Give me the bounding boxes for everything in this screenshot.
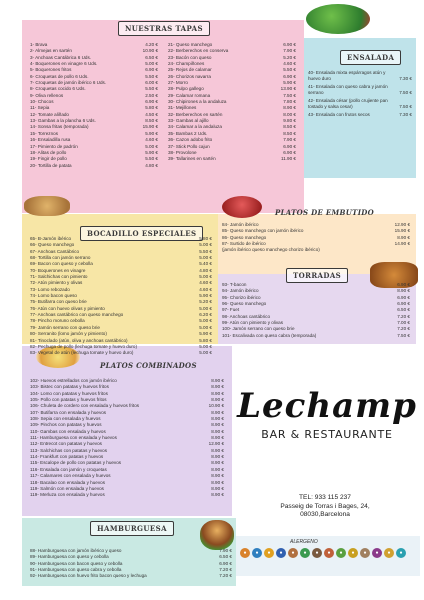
menu-item bbox=[30, 492, 224, 498]
allergen-title: ALERGENO bbox=[290, 539, 318, 545]
menu-item-name: 99- Atún con pimiento y olivas bbox=[222, 320, 284, 326]
nuts-icon: ● bbox=[324, 548, 334, 558]
menu-item-price: 5.00 € bbox=[199, 318, 212, 324]
menu-item-name: 101- Escalivada con queso cabra (temporada) bbox=[222, 332, 317, 338]
menu-item-price: 8.90 € bbox=[211, 390, 224, 396]
menu-item-name: 31- Mejillones bbox=[168, 105, 197, 111]
menu-item-price: 5.90 € bbox=[145, 149, 158, 155]
menu-item-price: 7.50 € bbox=[399, 104, 412, 109]
menu-item-name: 94- Jamón ibérico bbox=[222, 288, 259, 294]
menu-item-name: 74- Lomo bacon queso bbox=[30, 293, 77, 299]
menu-item-name: 78- Pincho moruno cebolla bbox=[30, 318, 85, 324]
torradas-list bbox=[222, 282, 410, 339]
tapas-title: NUESTRAS TAPAS bbox=[118, 21, 210, 36]
menu-item-price: 13.90 € bbox=[280, 86, 296, 92]
menu-item-name: 103- Bistec con patatas y huevos fritos bbox=[30, 384, 109, 390]
menu-item-name: 95- Chorizo ibérico bbox=[222, 294, 261, 300]
menu-item-name: 102- Huevos estrellados con jamón ibérico bbox=[30, 378, 117, 383]
menu-item-price: 5.00 € bbox=[199, 324, 212, 330]
ham-image bbox=[222, 196, 262, 218]
menu-item-price: 7.90 € bbox=[219, 548, 232, 553]
menu-item-name: 112- Entrecot con patatas y huevos bbox=[30, 441, 102, 447]
menu-item-name: 72- Atún pimiento y olivas bbox=[30, 280, 83, 286]
menu-item-name: 1- Brava bbox=[30, 42, 48, 47]
menu-item-name: 19- Fingir de pollo bbox=[30, 156, 67, 162]
combinados-title: PLATOS COMBINADOS bbox=[100, 361, 197, 370]
mollusc-icon: ● bbox=[396, 548, 406, 558]
menu-item-name: 90- Hamburguesa con bacon queso y cebolla bbox=[30, 560, 123, 566]
menu-item-name: 81- Tinoclado (atún, oliva y anchoas cantábrico) bbox=[30, 337, 128, 343]
menu-item-price: 5.00 € bbox=[199, 305, 212, 311]
menu-item-name: 7- Croquetas de jamón ibérico 6 Uds. bbox=[30, 80, 107, 86]
menu-item-name: 107- Butifarra con ensalada y huevos bbox=[30, 409, 107, 415]
menu-item-price: 8.90 € bbox=[211, 397, 224, 403]
menu-item-name: 43- Ensalada con frutos secos bbox=[308, 112, 370, 117]
menu-item-price: 7.00 € bbox=[397, 320, 410, 326]
menu-item-price: 10.90 € bbox=[142, 48, 158, 54]
menu-item-price: 4.20 € bbox=[145, 42, 158, 47]
menu-item-name: 73- Lomo rebozado bbox=[30, 286, 70, 292]
menu-item-price: 11.90 € bbox=[281, 156, 296, 162]
menu-item-name: 118- Bacalao con ensalada y huevos bbox=[30, 479, 105, 485]
menu-item-price: 7.20 € bbox=[397, 326, 410, 332]
menu-item-price: 7.20 € bbox=[397, 313, 410, 319]
menu-item-price: 5.90 € bbox=[145, 130, 158, 136]
menu-item-price: 10.90 € bbox=[208, 403, 224, 409]
menu-item-price: 8.90 € bbox=[211, 479, 224, 485]
menu-item-price: 5.90 € bbox=[283, 80, 296, 86]
menu-item-name: 100- Jamón serrano con queso brie bbox=[222, 326, 295, 332]
menu-item-price: 8.90 € bbox=[211, 447, 224, 453]
menu-item-name: 42- Ensalada césar (pollo crujiente pan tostado y salsa cesar) bbox=[308, 98, 388, 109]
menu-item bbox=[30, 573, 232, 579]
embutido-title: PLATOS DE EMBUTIDO bbox=[275, 208, 375, 217]
menu-item-price: 6.90 € bbox=[397, 294, 410, 300]
menu-item-name: 28- Pulpo gallego bbox=[168, 86, 204, 92]
menu-item-price: 4.60 € bbox=[199, 280, 212, 286]
menu-item-price: 7.90 € bbox=[283, 48, 296, 54]
menu-item-price: 7.80 € bbox=[283, 99, 296, 105]
menu-item-price: 4.80 € bbox=[199, 267, 212, 273]
menu-item-price: 15.90 € bbox=[142, 124, 158, 130]
menu-item-name: 104- Lomo con patatas y huevos fritos bbox=[30, 390, 108, 396]
menu-item-name: 111- Hamburguesa con ensalada y huevos bbox=[30, 435, 117, 441]
menu-item-price: 6.90 € bbox=[219, 560, 232, 566]
menu-item-price: 5.00 € bbox=[199, 242, 212, 248]
menu-item bbox=[30, 350, 212, 356]
menu-item-name: 17- Pimiento de padrón bbox=[30, 143, 78, 149]
menu-item-name: 87- Surtido de ibérico bbox=[222, 241, 266, 247]
menu-item-name: 16- Ensaladilla rusa bbox=[30, 137, 71, 143]
crustacean-icon: ● bbox=[252, 548, 262, 558]
menu-item-name: 88- Hamburguesa con jamón ibérico y queso bbox=[30, 548, 122, 553]
menu-item bbox=[308, 112, 412, 118]
menu-item-name: 97- Fuet bbox=[222, 307, 240, 313]
menu-item-price: 5.00 € bbox=[199, 274, 212, 280]
menu-item-price: 6.90 € bbox=[397, 301, 410, 307]
menu-item-price: 8.90 € bbox=[211, 384, 224, 390]
menu-item-price: 7.50 € bbox=[399, 90, 412, 95]
burger-image bbox=[200, 520, 234, 550]
menu-item-price: 6.90 € bbox=[283, 73, 296, 79]
menu-item-price: 7.50 € bbox=[283, 92, 296, 98]
menu-item-price: 7.30 € bbox=[399, 112, 412, 117]
menu-item-price: 7.20 € bbox=[219, 567, 232, 573]
menu-item-price: 6.50 € bbox=[397, 307, 410, 313]
menu-item-price: 6.00 € bbox=[145, 80, 158, 86]
menu-item-name: 13- Gambas a la plancha 6 Uds. bbox=[30, 118, 96, 124]
egg-icon: ● bbox=[264, 548, 274, 558]
menu-item-name: 84- Jamón ibérico bbox=[222, 222, 259, 227]
fish-icon: ● bbox=[276, 548, 286, 558]
menu-item-price: 6.90 € bbox=[283, 42, 296, 47]
menu-item-name: 3- Anchoas Cantábrica 6 Uds. bbox=[30, 54, 92, 60]
menu-item-name: 29- Calamar romana bbox=[168, 92, 211, 98]
menu-item-price: 5.00 € bbox=[199, 350, 212, 356]
brand-block bbox=[232, 386, 422, 441]
menu-item-price: 8.50 € bbox=[283, 124, 296, 130]
menu-item-name: 37- Stick Pollo cajun bbox=[168, 143, 210, 149]
peanut-icon: ● bbox=[288, 548, 298, 558]
menu-item-name: 9- Oliva rellenos bbox=[30, 92, 64, 98]
menu-item-name: 6- Croquetas de pollo 6 Uds. bbox=[30, 73, 89, 79]
menu-item-price: 8.90 € bbox=[211, 473, 224, 479]
menu-item-price: 2.50 € bbox=[145, 92, 158, 98]
menu-item-price: 4.50 € bbox=[145, 111, 158, 117]
menu-item-price: 4.60 € bbox=[145, 137, 158, 143]
menu-item-price: 8.90 € bbox=[211, 416, 224, 422]
menu-item-name: 117- Calamares con ensalada y huevos bbox=[30, 473, 111, 479]
menu-item-name: 41- Ensalada con queso cabra y jamón serrano bbox=[308, 84, 388, 95]
menu-item-price: 5.20 € bbox=[199, 299, 212, 305]
menu-item-name: 18- Alitas de pollo bbox=[30, 149, 67, 155]
celery-icon: ● bbox=[336, 548, 346, 558]
menu-item-price: 12.90 € bbox=[394, 222, 410, 227]
menu-item-name: 30- Chipirones a la andaluza bbox=[168, 99, 227, 105]
hamburguesa-list bbox=[30, 548, 232, 580]
menu-item-price: 7.50 € bbox=[397, 332, 410, 338]
menu-item-name: 92- Hamburguesa con huevo frito bacon queso y lechuga bbox=[30, 573, 147, 579]
menu-item-name: 27- Morro bbox=[168, 80, 188, 86]
menu-item bbox=[308, 70, 412, 82]
menu-item-name: 93- T-bacon bbox=[222, 282, 247, 287]
menu-item-price: 6.50 € bbox=[145, 54, 158, 60]
menu-item-name: 8- Croquetas cocido 6 Uds. bbox=[30, 86, 86, 92]
menu-item-name: 21- Queso manchego bbox=[168, 42, 213, 47]
menu-item-price: 4.80 € bbox=[145, 162, 158, 168]
menu-item-name: 36- Cazon adobo frito bbox=[168, 137, 213, 143]
menu-item-name: 20- Tortilla de patata bbox=[30, 162, 72, 168]
menu-item-price: 6.90 € bbox=[145, 99, 158, 105]
menu-item-name: 113- Salchichas con patatas y huevos bbox=[30, 447, 108, 453]
menu-item-name: 22- Berberechos en conserva bbox=[168, 48, 229, 54]
menu-item-name: 40- Ensalada mixta espárragos atún y huevo duro bbox=[308, 70, 386, 81]
allergen-legend bbox=[240, 548, 420, 558]
brand-name: Lechamp bbox=[237, 386, 417, 426]
menu-item-price: 6.20 € bbox=[199, 312, 212, 318]
menu-item-name: 69- Bacon con queso y cebolla bbox=[30, 261, 93, 267]
menu-item-price: 5.50 € bbox=[283, 67, 296, 73]
menu-item-name: (jamón ibérico queso manchego chorizo ibérico) bbox=[222, 247, 320, 253]
menu-item-price: 8.90 € bbox=[211, 485, 224, 491]
menu-item-name: 105- Pollo con patatas y huevos fritos bbox=[30, 397, 107, 403]
menu-item-price: 5.00 € bbox=[199, 343, 212, 349]
menu-item bbox=[222, 333, 410, 339]
menu-item-name: 96- Queso manchego bbox=[222, 301, 267, 307]
menu-item-name: 91- Hamburguesa con queso cabra y cebolla bbox=[30, 567, 122, 573]
menu-item bbox=[222, 247, 410, 253]
menu-item-name: 34- Calamar a la andaluza bbox=[168, 124, 222, 130]
menu-item-price: 6.90 € bbox=[145, 67, 158, 73]
menu-item-price: 5.50 € bbox=[145, 156, 158, 162]
menu-item-name: 98- Anchoas cantábrico bbox=[222, 313, 271, 319]
menu-item-price: 6.50 € bbox=[219, 554, 232, 560]
menu-item-price: 12.90 € bbox=[208, 441, 224, 447]
menu-item-name: 106- Chuleta de cordero con ensalada y huevos fritos bbox=[30, 403, 140, 409]
phone-text: TEL: 933 115 237 bbox=[299, 494, 351, 501]
menu-item-name: 110- Gambas con ensalada y huevos bbox=[30, 428, 106, 434]
menu-item-name: 116- Ensalada con jamón y croquetas bbox=[30, 466, 107, 472]
menu-item-price: 8.90 € bbox=[397, 288, 410, 294]
menu-item-price: 6.90 € bbox=[283, 143, 296, 149]
menu-item-price: 5.00 € bbox=[145, 143, 158, 149]
tapas-left-list bbox=[30, 42, 158, 169]
menu-item-name: 119- Salmón con ensalada y huevos bbox=[30, 485, 104, 491]
menu-item-price: 6.90 € bbox=[283, 149, 296, 155]
menu-item-name: 15- Torreznos bbox=[30, 130, 59, 136]
menu-item-name: 5- Boquerones fritos bbox=[30, 67, 72, 73]
menu-item-name: 66- Queso manchego bbox=[30, 242, 75, 248]
menu-item-price: 5.80 € bbox=[199, 337, 212, 343]
tapas-right-list bbox=[168, 42, 296, 163]
menu-item-price: 8.90 € bbox=[211, 428, 224, 434]
menu-item-name: 75- Butifarra con queso brie bbox=[30, 299, 87, 305]
menu-item-name: 10- Chocos bbox=[30, 99, 54, 105]
menu-item-name: 108- Sepia con ensalada y huevos bbox=[30, 416, 101, 422]
menu-item-price: 8.90 € bbox=[397, 234, 410, 240]
lupin-icon: ● bbox=[384, 548, 394, 558]
menu-item-name: 11- Sepia bbox=[30, 105, 50, 111]
menu-item-name: 114- Frankfurt con patatas y huevos bbox=[30, 454, 104, 460]
menu-item-price: 5.50 € bbox=[145, 73, 158, 79]
menu-item-price: 6.90 € bbox=[397, 282, 410, 287]
menu-item-price: 5.80 € bbox=[145, 105, 158, 111]
menu-item-name: 79- Jamón serrano con queso brie bbox=[30, 324, 100, 330]
menu-item-price: 4.60 € bbox=[199, 286, 212, 292]
menu-item-name: 82- Pechuga de pollo (lechuga tomate y huevo duro) bbox=[30, 343, 138, 349]
bocadillo-list bbox=[30, 236, 212, 357]
menu-item-price: 5.80 € bbox=[199, 236, 212, 241]
menu-item-price: 5.00 € bbox=[145, 61, 158, 67]
menu-item-price: 7.20 € bbox=[219, 573, 232, 579]
menu-item-name: 32- Berberechos en sartén bbox=[168, 111, 223, 117]
menu-item-name: 77- Anchoas cantábrico con queso manchego bbox=[30, 312, 124, 318]
menu-item-price: 5.00 € bbox=[199, 255, 212, 261]
menu-item bbox=[308, 98, 412, 110]
menu-item-name: 83- Vegetal de atún (lechuga tomate y huevo duro) bbox=[30, 350, 134, 356]
menu-item-price: 7.30 € bbox=[399, 76, 412, 81]
address-line-2: 08030,Barcelona bbox=[300, 511, 350, 519]
menu-item-price: 8.90 € bbox=[211, 435, 224, 441]
salad-image bbox=[306, 4, 370, 34]
menu-item-price: 8.90 € bbox=[211, 454, 224, 460]
menu-item-price: 8.90 € bbox=[211, 460, 224, 466]
menu-item-name: 68- Tortilla con jamón serrano bbox=[30, 255, 91, 261]
menu-item-name: 38- Provolone bbox=[168, 149, 197, 155]
menu-item-price: 8.50 € bbox=[145, 118, 158, 124]
menu-item-name: 12- Tomate aliñado bbox=[30, 111, 69, 117]
menu-item-price: 8.90 € bbox=[211, 422, 224, 428]
menu-item-name: 23- Bacón con queso bbox=[168, 54, 212, 60]
menu-item-price: 8.90 € bbox=[283, 105, 296, 111]
gluten-icon: ● bbox=[240, 548, 250, 558]
menu-item-price: 5.50 € bbox=[199, 248, 212, 254]
menu-item-price: 5.90 € bbox=[199, 293, 212, 299]
mustard-icon: ● bbox=[348, 548, 358, 558]
menu-item-price: 8.50 € bbox=[283, 130, 296, 136]
menu-item-price: 5.90 € bbox=[199, 331, 212, 337]
menu-item-price: 8.90 € bbox=[211, 409, 224, 415]
menu-item-name: 35- Bambas 2 Uds. bbox=[168, 130, 208, 136]
sulphite-icon: ● bbox=[372, 548, 382, 558]
soy-icon: ● bbox=[300, 548, 310, 558]
menu-item-price: 8.90 € bbox=[211, 378, 224, 383]
menu-item-name: 70- Boquerones en vinagre bbox=[30, 267, 86, 273]
menu-item-name: 24- Champiñones bbox=[168, 61, 205, 67]
menu-item-price: 15.90 € bbox=[394, 228, 410, 234]
address-line-1: Passeig de Torras i Bages, 24, bbox=[280, 502, 370, 510]
menu-item-name: 25- Rejos de calamar bbox=[168, 67, 212, 73]
menu-item-name: 89- Hamburguesa con queso y cebolla bbox=[30, 554, 109, 560]
menu-item-name: 26- Chorizos navarra bbox=[168, 73, 211, 79]
menu-item-name: 33- Gambas al ajillo bbox=[168, 118, 209, 124]
contact-block bbox=[250, 494, 400, 520]
menu-item-name: 4- Boquerones en vinagre 6 Uds. bbox=[30, 61, 98, 67]
menu-item-price: 5.50 € bbox=[145, 86, 158, 92]
menu-item-price: 5.40 € bbox=[199, 261, 212, 267]
embutido-list bbox=[222, 222, 410, 254]
bocadillo-title: BOCADILLO ESPECIALES bbox=[80, 226, 203, 241]
menu-item-name: 65- B-Jamón ibérico bbox=[30, 236, 72, 241]
menu-item-name: 86- Queso manchego bbox=[222, 234, 267, 240]
menu-item-name: 109- Pinchos con patatas y huevos bbox=[30, 422, 102, 428]
menu-item-name: 80- Serranito (lomo jamón y pimiento) bbox=[30, 331, 107, 337]
menu-item-price: 4.60 € bbox=[283, 61, 296, 67]
brand-subtitle: BAR & RESTAURANTE bbox=[261, 428, 393, 441]
menu-item-price: 14.90 € bbox=[394, 241, 410, 247]
milk-icon: ● bbox=[312, 548, 322, 558]
sesame-icon: ● bbox=[360, 548, 370, 558]
menu-item-name: 71- Salchichas con pimiento bbox=[30, 274, 88, 280]
menu-item-name: 14- Sonsa fritas (temporada) bbox=[30, 124, 89, 130]
torradas-title: TORRADAS bbox=[286, 268, 348, 283]
menu-item-name: 85- Queso manchego con jamón ibérico bbox=[222, 228, 304, 234]
menu-item bbox=[308, 84, 412, 96]
menu-item-price: 7.90 € bbox=[283, 137, 296, 143]
hamburguesa-title: HAMBURGUESA bbox=[90, 521, 174, 536]
ensalada-list bbox=[308, 70, 412, 120]
combinados-list bbox=[30, 378, 224, 499]
sandwich-image bbox=[24, 196, 70, 216]
ensalada-title: ENSALADA bbox=[340, 50, 401, 65]
menu-item-price: 8.90 € bbox=[211, 466, 224, 472]
menu-item-price: 5.20 € bbox=[283, 54, 296, 60]
menu-item-name: 119- Merluza con ensalada y huevos bbox=[30, 492, 105, 498]
menu-item-name: 115- Escalope de pollo con patatas y huevos bbox=[30, 460, 122, 466]
menu-item-price: 9.80 € bbox=[283, 118, 296, 124]
menu-item-name: 2- Almejas en sartén bbox=[30, 48, 72, 54]
menu-item bbox=[168, 156, 296, 162]
menu-item-price: 8.90 € bbox=[211, 492, 224, 498]
menu-item-name: 67- Anchoas Cantábrico bbox=[30, 248, 80, 254]
menu-item bbox=[30, 163, 158, 169]
menu-item-name: 76- Atún con huevo olivas y pimiento bbox=[30, 305, 105, 311]
menu-item-price: 8.00 € bbox=[283, 111, 296, 117]
menu-item-name: 39- Tallarines en sartén bbox=[168, 156, 216, 162]
